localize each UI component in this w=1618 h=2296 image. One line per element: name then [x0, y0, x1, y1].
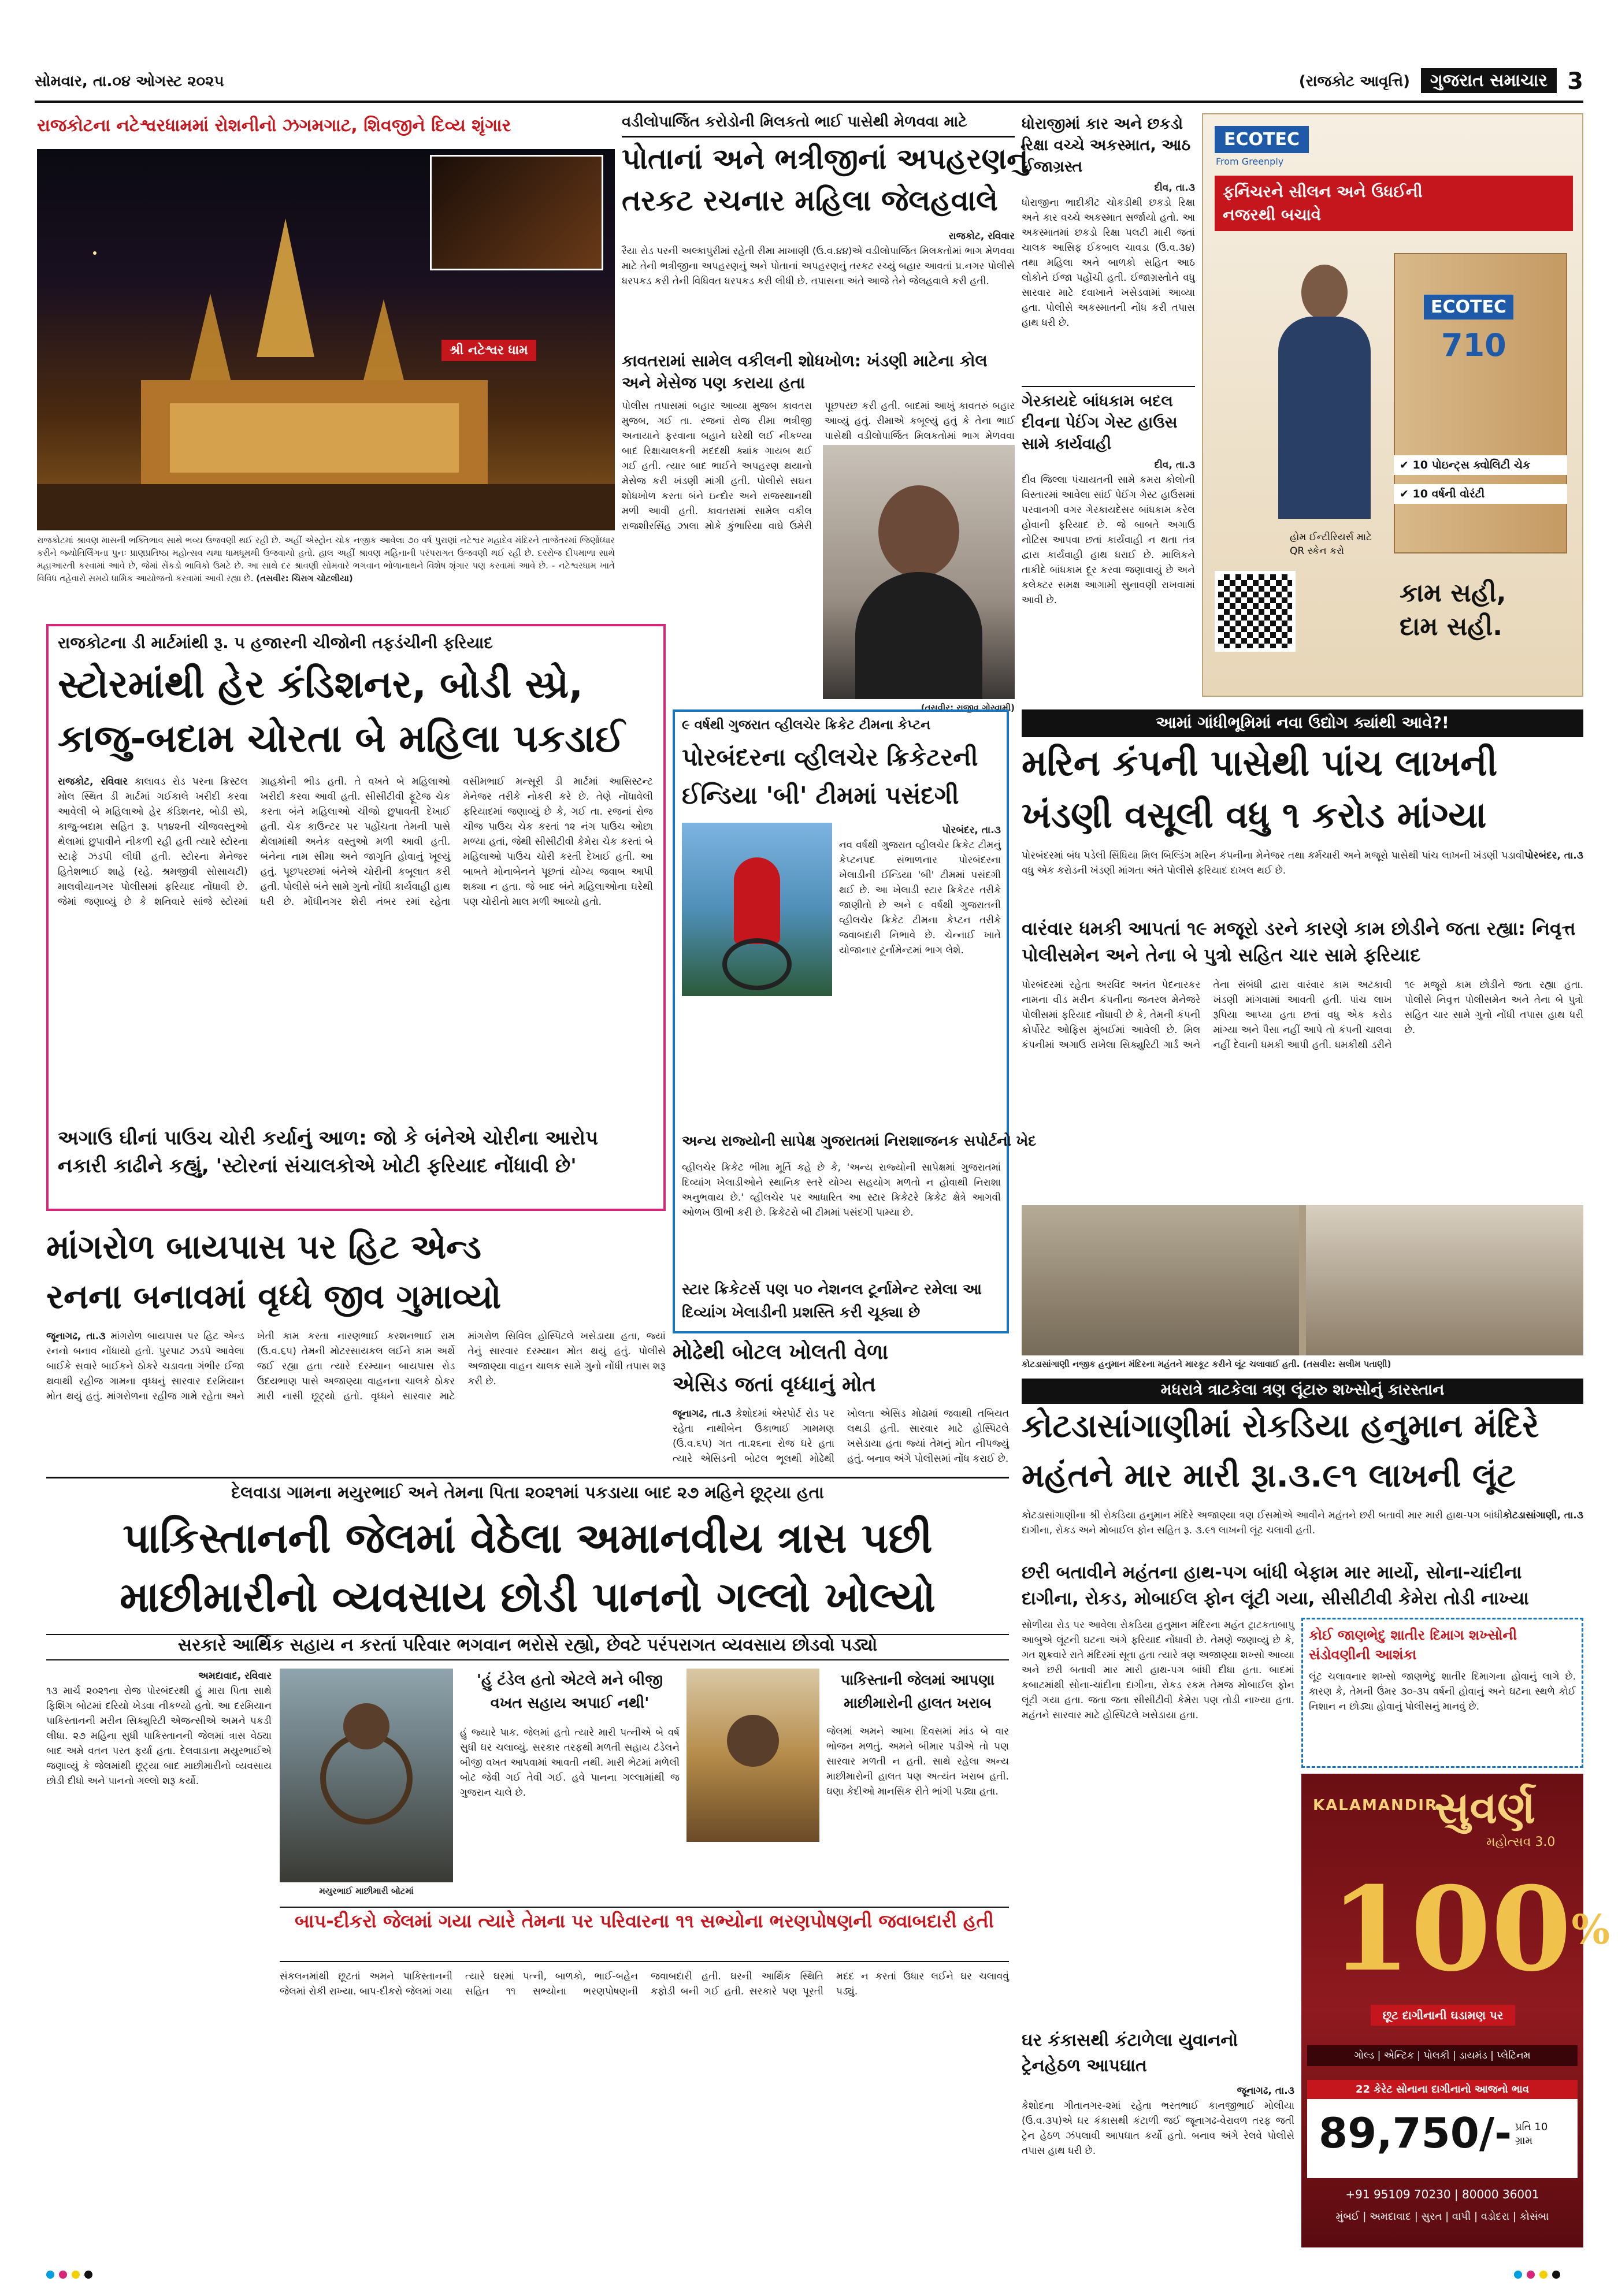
- shoplift-dateline: રાજકોટ, રવિવાર: [58, 776, 128, 787]
- cricket-body: નવ વર્ષથી ગુજરાત વ્હીલચેર ક્રિકેટ ટીમનું કેપ્ટનપદ સંભાળનાર પોરબંદરના ખેલાડીની ઈન્ડિયા 'બી' ટીમમાં પસંદગી થઈ છે. આ ખેલાડી સ્ટાર ક્રિકેટર તરીકે જાણીતો છે અને ૯ વર્ષથી ગુજરાતની વ્હીલચેર ક્રિકેટ ટીમના કેપ્ટન તરીકે જવાબદારી નિભાવે છે. ચેન્નાઈ ખાતે યોજાનાર ટૂર્નામેન્ટમાં ભાગ લેશે.: [839, 839, 1001, 956]
- marine-subhead: વારંવાર ધમકી આપતાં ૧૯ મજૂરો ડરને કારણે કામ છોડીને જતા રહ્યા: નિવૃત્ત પોલીસમેન અને તેના બે પુત્રો સહિત ચાર સામે ફરિયાદ: [1022, 917, 1576, 966]
- shopkeeper-figure: [727, 1715, 779, 1767]
- kidnap-subhead: કાવતરામાં સામેલ વકીલની શોધખોળ: ખંડણી માટેના કોલ અને મેસેજ પણ કરાયા હતા: [622, 351, 988, 392]
- robbery-photo-left: [1022, 1205, 1299, 1355]
- diu-dateline: દીવ, તા.૩: [1154, 459, 1195, 471]
- header-rule: [35, 101, 1583, 103]
- kidnap-headline-1: પોતાનાં અને ભત્રીજીનાં અપહરણનું: [622, 142, 1029, 176]
- diu-story: [1022, 458, 1195, 666]
- pakistan-body-2: સંકલનમાંથી છૂટતાં અમને પાકિસ્તાનની જેલમાં રોકી રાખ્યા. બાપ-દીકરો જેલમાં ગયા ત્યારે ઘરમાં પત્ની, બાળકો, ભાઈ-બહેન સહિત ૧૧ સભ્યોના ભરણપોષણની જવાબદારી હતી. ઘરની આર્થિક સ્થિતિ કફોડી બની ગઈ હતી. સરકારે પણ પૂરતી મદદ ન કરતાં ઉધાર લઈને ઘર ચલાવવું પડ્યું.: [280, 1971, 1009, 1997]
- dhoraji-body: ધોરાજીના ભાદીકીટ ચોકડીથી છકડો રિક્ષા અને કાર વચ્ચે અકસ્માત સર્જાયો હતો. આ અકસ્માતમાં છકડો રિક્ષા પલટી મારી જતાં ચાલક આસિફ ઈકબાલ ચાવડા (ઉ.વ.૩૪) તથા મહિલા અને બાળકો સહિત આઠ લોકોને ઈજા પહોંચી હતી. ઈજાગ્રસ્તોને વધુ સારવાર માટે દવાખાને ખસેડવામાં આવ્યા હતા. પોલીસે અકસ્માતની નોંધ કરી તપાસ હાથ ધરી છે.: [1022, 197, 1195, 329]
- marine-kicker: આમાં ગાંધીભૂમિમાં નવા ઉદ્યોગ ક્યાંથી આવે?!: [1022, 709, 1583, 737]
- ecotec-slogan-1: કામ સહી,: [1400, 578, 1506, 608]
- shoplift-headline-1: સ્ટોરમાંથી હેર કંડિશનર, બોડી સ્પ્રે,: [58, 662, 584, 707]
- mangrol-story: [46, 1329, 666, 1467]
- kotda-intro-text: કોટડાસાંગાણીના શ્રી રોકડિયા હનુમાન મંદિરે અજાણ્યા ત્રણ ઈસમોએ આવીને મહંતને છરી બતાવી માર મારી હાથ-પગ બાંધી દાગીના, રોકડ અને મોબાઈલ ફોન સહિત રૂ. ૩.૯૧ લાખની લૂંટ ચલાવી હતી.: [1022, 1510, 1503, 1536]
- ecotec-qr-label: હોમ ઈન્ટીરિયર્સ માટે QR સ્કેન કરો: [1290, 532, 1372, 557]
- temple-photo-credit: (તસવીર: ચિરાગ ચોટલીયા): [256, 573, 353, 584]
- kotda-box: [1301, 1618, 1583, 1768]
- cricket-headline-2: ઈન્ડિયા 'બી' ટીમમાં પસંદગી: [682, 781, 959, 809]
- mangrol-body: માંગરોળ બાયપાસ પર હિટ એન્ડ રનનો બનાવ નોંધાયો હતો. પુરપાટ ઝડપે આવેલા બાઈકે સવારે બાઈકને ઠોકરે ચડાવતા ગંભીર ઈજા થવાથી રહીજ ગામના વૃધ્ધનું સારવાર દરમિયાન મોત થયું હતું. માંગરોળના રહીજ ગામે રહેતા અને ખેતી કામ કરતા નારણભાઈ કરશનભાઈ રામ (ઉ.વ.૬૫) તેમની મોટરસાયકલ લઈને કામ અર્થે જઈ રહ્યા હતા ત્યારે દરમ્યાન બાયપાસ રોડ ઉદયભાણ પાસે અજાણ્યા વાહનના ચાલકે ઠોકર મારી નાસી છૂટ્યો હતો. વૃધ્ધને સારવાર માટે માંગરોળ સિવિલ હોસ્પિટલે ખસેડાયા હતા, જ્યાં તેનું સારવાર દરમ્યાન મોત થયું હતું. પોલીસે અજાણ્યા વાહન ચાલક સામે ગુનો નોંધી તપાસ શરૂ કરી છે.: [46, 1331, 666, 1402]
- cricket-body-2: વ્હીલચેર ક્રિકેટ ભીમા મૂર્તિ કહે છે કે, 'અન્ય રાજ્યોની સાપેક્ષમાં ગુજરાતમાં દિવ્યાંગ ખેલાડીઓને સ્થાનિક સ્તરે યોગ્ય સહયોગ મળતો ન હોવાથી નિરાશા અનુભવાય છે.' વ્હીલચેર પર આધારિત આ સ્ટાર ક્રિકેટરે ક્રિકેટ ક્ષેત્રે આગવી ઓળખ ઊભી કરી છે. ક્રિકેટરો બી ટીમમાં પસંદગી પામ્યા છે.: [682, 1162, 1001, 1218]
- cricket-subhead-2: સ્ટાર ક્રિકેટર્સ પણ ૫૦ નેશનલ ટૂર્નામેન્ટ રમેલા આ દિવ્યાંગ ખેલાડીની પ્રશસ્તિ કરી ચૂક્યા છે: [682, 1281, 982, 1321]
- pakistan-body: ૧૩ માર્ચ ૨૦૨૧ના રોજ પોરબંદરથી હું મારા પિતા સાથે ફિશિંગ બોટમાં દરિયો ખેડવા નીકળ્યો હતો. આ દરમિયાન પાકિસ્તાનની મરીન સિક્યુરિટી એજન્સીએ અમને પકડી લીધા. ૨૭ મહિના સુધી પાકિસ્તાનની જેલમાં ત્રાસ વેઠ્યા બાદ અમે વતન પરત ફર્યા હતા. દેલવાડાના મયુરભાઈએ જણાવ્યું કે જેલમાંથી છૂટ્યા બાદ માછીમારીનો વ્યવસાય છોડી દીધો અને પાનનો ગલ્લો શરૂ કર્યો.: [46, 1685, 272, 1787]
- ecotec-qr-code[interactable]: [1215, 571, 1296, 652]
- jail-head: પાકિસ્તાની જેલમાં આપણા માછીમારોની હાલત ખરાબ: [840, 1671, 995, 1711]
- fisherman-photo: [280, 1669, 453, 1882]
- kotda-intro: [1022, 1508, 1583, 1555]
- bottle-headline-2: એસિડ જતાં વૃધ્ધાનું મોત: [673, 1373, 876, 1396]
- mangrol-headline-1: માંગરોળ બાયપાસ પર હિટ એન્ડ: [46, 1227, 481, 1266]
- marine-photo-caption: કોટડાસાંગાણી નજીક હનુમાન મંદિરના મહંતને મારકૂટ કરીને લૂંટ ચલાવાઈ હતી. (તસવીર: સલીમ પતાણી): [1022, 1359, 1391, 1369]
- registration-marks-left: [46, 2271, 92, 2279]
- kotda-footer-dateline: જૂનાગઢ, તા.૩: [1237, 2085, 1294, 2097]
- marine-headline-2: ખંડણી વસૂલી વધુ ૧ કરોડ માંગ્યા: [1022, 794, 1487, 836]
- ecotec-board-brand: ECOTEC: [1424, 295, 1513, 319]
- pakistan-quote-body: હું જ્યારે પાક. જેલમાં હતો ત્યારે મારી પત્નીએ બે વર્ષ સુધી ઘર ચલાવ્યું. સરકાર તરફથી મળતી સહાય ટંડેલને બીજી વખત આપવામાં આવતી નથી. મારી ભેટમાં મળેલી બોટ જેવી ગઈ તેવી ગઈ. હવે પાનના ગલ્લામાંથી જ ગુજરાન ચાલે છે.: [460, 1727, 680, 1799]
- woman-body: [855, 572, 982, 699]
- pakistan-dateline: અમદાવાદ, રવિવાર: [198, 1670, 272, 1682]
- marine-body: પોરબંદરમાં રહેતા અરવિંદ અનંત પેદનારકર નામના વીડ મરીન કંપનીના જનરલ મેનેજરે પોલીસમાં ફરિયાદ નોંધાવી છે કે, તેમની કંપની કોર્પોરેટ ઓફિસ મુંબઈમાં આવેલી છે. મિલ કંપનીમાં અગાઉ રાખેલા સિક્યુરિટી ગાર્ડ અને તેના સંબંધી દ્વારા વારંવાર કામ અટકાવી ખંડણી માંગવામાં આવતી હતી. પાંચ લાખ રૂપિયા આપ્યા હતા છતાં વધુ એક કરોડ માંગ્યા અને પૈસા નહીં આપે તો કંપની ચાલવા નહીં દેવાની ધમકી આપી હતી. ધમકીથી ડરીને ૧૯ મજૂરો કામ છોડીને જતા રહ્યા હતા. પોલીસે નિવૃત્ત પોલીસમેન અને તેના બે પુત્રો સહિત ચાર સામે ગુનો નોંધી તપાસ હાથ ધરી છે.: [1022, 979, 1583, 1051]
- kotda-footer-story: [1022, 2083, 1294, 2251]
- pan-shop-photo: [686, 1669, 819, 1842]
- bottle-body: કેશોદમાં એરપોર્ટ રોડ પર રહેતા નાથીબેન ઉકાભાઈ ગામમણ (ઉ.વ.૬૫) ગત તા.૨૬ના રોજ ઘરે હતા ત્યારે એસિડની બોટલ ભૂલથી મોઢેથી ખોલતા એસિડ મોઢામાં જવાથી તબિયત લથડી હતી. સારવાર માટે હોસ્પિટલે ખસેડાયા હતા જ્યાં તેમનું મોત નીપજ્યું હતું. બનાવ અંગે પોલીસમાં નોંધ કરાઈ છે.: [673, 1408, 1009, 1465]
- temple-caption: [37, 534, 615, 601]
- shoplift-subhead: અગાઉ ઘીનાં પાઉચ ચોરી કર્યાનું આળ: જો કે બંનેએ ચોરીના આરોપ નકારી કાઢીને કહ્યું, 'સ્ટોરનાં સંચાલકોએ ખોટી ફરિયાદ નોંધાવી છે': [58, 1127, 599, 1177]
- kalamandir-categories: ગોલ્ડ | એન્ટિક | પોલકી | ડાયમંડ | પ્લેટિનમ: [1307, 2045, 1578, 2066]
- masthead: [35, 68, 1583, 98]
- shoplift-story: [58, 774, 653, 1116]
- wheelchair: [722, 938, 792, 990]
- player-figure: [734, 857, 780, 944]
- pakistan-kicker: દેલવાડા ગામના મયુરભાઈ અને તેમના પિતા ૨૦૨૧માં પકડાયા બાદ ૨૭ મહિને છૂટ્યા હતા: [231, 1483, 824, 1502]
- mangrol-headline-2: રનના બનાવમાં વૃધ્ધે જીવ ગુમાવ્યો: [46, 1277, 502, 1316]
- cricket-subhead: અન્ય રાજ્યોની સાપેક્ષ ગુજરાતમાં નિરાશાજનક સપોર્ટનો ખેદ: [682, 1132, 1037, 1149]
- pakistan-story: [46, 1669, 272, 2246]
- marine-headline-1: મરિન કંપની પાસેથી પાંચ લાખની: [1022, 742, 1498, 784]
- kidnap-woman-photo: [823, 445, 1015, 699]
- shoplift-kicker: રાજકોટના ડી માર્ટમાંથી રૂ. ૫ હજારની ચીજોની તફડંચીની ફરિયાદ: [58, 633, 493, 652]
- model-head: [1301, 265, 1348, 320]
- ecotec-ad: [1202, 113, 1583, 697]
- kalamandir-phone[interactable]: +91 95109 70230 | 80000 36001: [1345, 2187, 1539, 2201]
- cricket-story: [839, 823, 1001, 1135]
- fisherman-figure: [343, 1703, 389, 1749]
- ecotec-tagline: [1215, 176, 1573, 231]
- registration-marks-right: [1514, 2271, 1560, 2279]
- kalamandir-ad: [1301, 1774, 1610, 2247]
- marine-intro: [1022, 848, 1583, 912]
- dhoraji-rule: [1022, 386, 1195, 387]
- mangrol-dateline: જૂનાગઢ, તા.૩: [46, 1331, 106, 1342]
- fisherman-photo-caption: મયુરભાઈ માછીમારી બોટમાં: [319, 1886, 414, 1896]
- kidnap-body: પોલીસ તપાસમાં બહાર આવ્યા મુજબ કાવતરા મુજબ, ગઈ તા. રજનાં રોજ રીમા ભત્રીજી અનાયાને ફરવાના બહાને ઘરેથી લઈ નીકળ્યા બાદ રિક્ષાચાલકની મદદથી ક્યાંક ગાયબ થઈ ગઈ હતી. ત્યાર બાદ ભાઈને અપહરણ થયાનો મેસેજ કરી ખંડણી માંગી હતી. પોલીસે સઘન શોધખોળ કરતા બંને ઇન્દોર અને રાજસ્થાનથી મળી આવી હતી. કાવતરામાં સામેલ વકીલ રાજશીરસિંહ ઝાલા મોકે કુંભારિયા વાઘે ઉમેરી પૂછપરછ કરી હતી. બાદમાં આખું કાવતરું બહાર આવ્યું હતું. રીમાએ કબૂલ્યું હતું કે તેના ભાઈ પાસેથી વડીલોપાર્જિત મિલકતોમાં ભાગ મેળવવા: [622, 400, 1015, 532]
- kalamandir-rate-value: 89,750/-: [1319, 2109, 1512, 2157]
- ecotec-tagline-2: નજરથી બચાવે: [1223, 205, 1322, 224]
- kotda-dateline: કોટડાસાંગાણી, તા.૩: [1502, 1510, 1583, 1521]
- shoplift-body: કાલાવડ રોડ પરના ક્રિસ્ટલ મોલ સ્થિત ડી માર્ટમાં ગઈકાલે ખરીદી કરવા આવેલી બે મહિલાઓ હેર કંડિશનર, બોડી સ્પ્રે, કાજુ-બદામ સહિત રૂ. ૫૧૪૨ની ચીજવસ્તુઓ થેલામાં છુપાવીને નીકળી રહી હતી ત્યારે સ્ટોરના સ્ટાફે ઝડપી લીધી હતી. સ્ટોરના મેનેજર હિતેશભાઈ શાહે (રહે. શ્રમજીવી સોસાયટી) માલવીયાનગર પોલીસમાં ફરિયાદ નોંધાવી છે. જેમાં જણાવ્યું છે કે શનિવારે સાંજે સ્ટોરમાં ગ્રાહકોની ભીડ હતી. તે વખતે બે મહિલાઓ ખરીદી કરવા આવી હતી. સીસીટીવી ફૂટેજ ચેક કરતા બંને મહિલાઓ ચીજો છુપાવતી દેખાઈ હતી. ચેક કાઉન્ટર પર પહોંચતા તેમની પાસે થેલામાંથી અનેક વસ્તુઓ મળી આવી હતી. બંનેના નામ સીમા અને જાગૃતિ હોવાનું ખૂલ્યું હતું. પૂછપરછમાં બંનેએ ચોરીની કબૂલાત કરી હતી. પોલીસે બંને સામે ગુનો નોંધી કાર્યવાહી હાથ ધરી છે. મોંઘીનગર શેરી નંબર રમાં રહેતા વસીમભાઈ મન્સૂરી ડી માર્ટમાં આસિસ્ટન્ટ મેનેજર તરીકે નોકરી કરે છે. તેણે નોંધાવેલી ફરિયાદમાં જણાવ્યું છે કે, ગઈ તા. રજનાં રોજ ચીજ પાઉચ ચેક કરતાં ૧૨ નંગ પાઉચ ઓછા મળ્યા હતાં, જેથી સીસીટીવી કેમેરા ચેક કરતાં બે મહિલાઓ પાઉચ ચોરી કરતી દેખાઈ હતી. આ બાબતે મોનાબેનને પૂછતાં યોગ્ય જવાબ આપી શક્યા ન હતા. જે બાદ બંને મહિલાઓના ઘરેથી પણ ચોરીનો માલ મળી આવ્યો હતો.: [58, 776, 653, 908]
- kalamandir-cities: મુંબઈ | અમદાવાદ | સુરત | વાપી | વડોદરા | કોસંબા: [1335, 2210, 1549, 2223]
- diu-body: દીવ જિલ્લા પંચાયતની સામે કમરા કોલોની વિસ્તારમાં આવેલા સાંઈ પેઈંગ ગેસ્ટ હાઉસમાં પરવાનગી વગર ગેરકાયદેસર બાંધકામ કરેલ હોવાની ફરિયાદ છે. જે બાબતે અગાઉ નોટિસ આપવા છતાં કાર્યવાહી ન થતા તંત્ર દ્વારા કાર્યવાહી હાથ ધરાઈ છે. માલિકને તાકીદે બાંધકામ દૂર કરવા જણાવાયું છે અને કલેક્ટર સમક્ષ આગામી સુનાવણી રાખવામાં આવી છે.: [1022, 474, 1195, 606]
- kalamandir-rate-label: 22 કેરેટ સોનાના દાગીનાનો આજનો ભાવ: [1307, 2080, 1578, 2099]
- kidnap-intro-text: રૈયા રોડ પરની અલ્કાપુરીમાં રહેતી રીમા માખાણી (ઉ.વ.૪૪)એ વડીલોપાર્જિત મિલકતોમાં ભાગ મેળવવા માટે તેની ભત્રીજીના અપહરણનું અને પોતાનાં અપહરણનું તરકટ રચ્યું બહાર આવતાં પ્ર.નગર પોલીસે ધરપકડ કરી તેની વિધિવત ધરપકડ કરી લીધી છે. તપાસના અંતે આજે તેને જેલહવાલે કરી હતી.: [622, 246, 1015, 287]
- ecotec-logo: ECOTEC: [1215, 126, 1309, 153]
- diu-headline: ગેરકાયદે બાંધકામ બદલ દીવના પેઈંગ ગેસ્ટ હાઉસ સામે કાર્યવાહી: [1022, 392, 1178, 453]
- kalamandir-offer-desc: છૂટ દાગીનાની ઘડામણ પર: [1371, 2005, 1515, 2026]
- issue-date: સોમવાર, તા.૦૪ ઓગસ્ટ ૨૦૨૫: [35, 73, 224, 90]
- jail-body: જેલમાં અમને આખા દિવસમાં માંડ બે વાર ભોજન મળતું. અમને બીમાર પડીએ તો પણ સારવાર મળતી ન હતી. સાથે રહેલા અન્ય માછીમારોની હાલત પણ અત્યંત ખરાબ હતી. ઘણા કેદીઓ માનસિક રીતે ભાંગી પડ્યા હતા.: [826, 1726, 1009, 1797]
- marine-intro-text: પોરબંદરમાં બંધ પડેલી સિંધિયા મિલ બિલ્ડિંગ મરિન કંપનીના મેનેજર તથા કર્મચારી અને મજૂરો પાસેથી પાંચ લાખની ખંડણી પડાવી વધુ એક કરોડની ખંડણી માંગતા અંતે પોલીસે ફરિયાદ દાખલ થઈ છે.: [1022, 850, 1525, 876]
- kalamandir-offer-num: 100: [1330, 1862, 1572, 1997]
- woman-silhouette: [878, 485, 959, 578]
- kotda-headline-1: કોટડાસાંગાણીમાં રોકડિયા હનુમાન મંદિરે: [1022, 1407, 1539, 1445]
- kotda-footer-headline: ઘર કંકાસથી કંટાળેલા યુવાનનો ટ્રેનહેઠળ આપઘાત: [1022, 2030, 1238, 2076]
- kalamandir-brand: KALAMANDIR: [1313, 1797, 1438, 1814]
- cricket-player-photo: [682, 823, 832, 996]
- paper-name: ગુજરાત સમાચાર: [1421, 68, 1557, 93]
- page-number: 3: [1567, 68, 1583, 95]
- ecotec-slogan: [1400, 577, 1567, 644]
- pakistan-kicker-2: બાપ-દીકરો જેલમાં ગયા ત્યારે તેમના પર પરિવારના ૧૧ સભ્યોના ભરણપોષણની જવાબદારી હતી: [280, 1907, 1009, 1962]
- kidnap-photo-caption: (તસવીર: રાજીવ ગોસ્વામી): [921, 703, 1015, 713]
- temple-robbery-photo: [1022, 1205, 1583, 1355]
- temple-photo: [37, 149, 615, 530]
- edition-label: (રાજકોટ આવૃત્તિ): [1298, 73, 1410, 90]
- pakistan-top-rule: [46, 1477, 1009, 1478]
- kotda-box-body: લૂંટ ચલાવનાર શખ્સો જાણભેદુ શાતીર દિમાગના હોવાનું લાગે છે. કારણ કે, તેમની ઉંમર ૩૦-૩૫ વર્ષની હોવાનું અને ઘટના સ્થળે કોઈ નિશાન ન છોડ્યા હોવાનું પોલીસનું માનવું છે.: [1309, 1671, 1576, 1712]
- kalamandir-offer: [1330, 1862, 1610, 1997]
- bottle-story: [673, 1406, 1009, 1470]
- ecotec-slogan-2: દામ સહી.: [1400, 612, 1502, 641]
- marine-dateline: પોરબંદર, તા.૩: [1524, 850, 1583, 861]
- kalamandir-subtitle: મહોત્સવ 3.0: [1486, 1835, 1556, 1849]
- temple-caption-text: રાજકોટમાં શ્રાવણ માસની ભક્તિભાવ સાથે ભવ્ય ઉજવણી થઈ રહી છે. અહીં એસ્ટ્રોન ચોક નજીક આવેલા ૭૦ વર્ષ પુરાણાં નટેશ્વર મહાદેવ મંદિરને તાજેતરમાં જિર્ણોધ્ધાર કરીને જ્યોતિર્લિંગના પુનઃ પ્રાણપ્રતિષ્ઠા મહોત્સવ યથા ધામધૂમથી ઉજવાયો હતો. હાલ અહીં શ્રાવણ મહિનાની પરંપરાગત ઉજવણી થઈ રહી છે. દરરોજ દીપમાળા સાથે મહાઆરતી કરવામાં આવે છે, જેમાં સેંકડો ભાવિકો ઉમટે છે. આ સાથે દર શ્રાવણી સોમવારે ભગવાન ભોળાનાથને વિશેષ શૃંગાર પણ કરવામાં આવે છે. - નટેશ્વરધામ ખાતે વિવિધ તહેવારો સમયે ધાર્મિક આયોજનો કરવામાં આવી રહ્યા છે.: [37, 535, 615, 584]
- kalamandir-rate-panel: [1307, 2080, 1578, 2178]
- shoplift-headline-2: કાજુ-બદામ ચોરતા બે મહિલા પકડાઈ: [58, 716, 625, 761]
- ecotec-product-code: 710: [1441, 327, 1506, 363]
- ecotec-from: From Greenply: [1216, 156, 1284, 167]
- kidnap-kicker: વડીલોપાર્જિત કરોડોની મિલકતો ભાઈ પાસેથી મેળવવા માટે: [622, 113, 1015, 138]
- ecotec-model-photo: [1267, 265, 1382, 519]
- robbery-photo-right: [1306, 1205, 1583, 1355]
- pakistan-headline-2: માછીમારીનો વ્યવસાય છોડી પાનનો ગલ્લો ખોલ્યો: [120, 1573, 936, 1621]
- dhoraji-story: [1022, 180, 1195, 382]
- ecotec-tagline-1: ફર્નિચરને સીલન અને ઉધઈની: [1223, 182, 1423, 201]
- temple-inset-photo: [430, 155, 603, 270]
- kidnap-headline-2: તરકટ રચનાર મહિલા જેલહવાલે: [622, 184, 998, 217]
- ecotec-badge-1: ✔ 10 પોઇન્ટ્સ ક્વોલિટી ચેક: [1394, 455, 1567, 475]
- pakistan-quote-head: 'હું ટંડેલ હતો એટલે મને બીજી વખત સહાય અપાઈ નથી': [476, 1671, 663, 1712]
- kidnap-intro: [622, 229, 1015, 349]
- kidnap-dateline: રાજકોટ, રવિવાર: [948, 231, 1015, 242]
- cricket-headline-1: પોરબંદરના વ્હીલચેર ક્રિકેટરની: [682, 743, 978, 771]
- dhoraji-dateline: દીવ, તા.૩: [1154, 182, 1195, 194]
- ecotec-board: [1394, 253, 1567, 553]
- kalamandir-rate-unit: પ્રતિ 10 ગ્રામ: [1515, 2121, 1548, 2147]
- temple-sign: શ્રી નટેશ્વર ધામ: [441, 340, 536, 361]
- model-body: [1278, 317, 1371, 519]
- temple-headline: રાજકોટના નટેશ્વરધામમાં રોશનીનો ઝગમગાટ, શિવજીને દિવ્ય શૃંગાર: [37, 116, 511, 136]
- bottle-headline-1: મોઢેથી બોટલ ખોલતી વેળા: [673, 1340, 889, 1364]
- kotda-subhead: છરી બતાવીને મહંતના હાથ-પગ બાંધી બેફામ માર માર્યો, સોના-ચાંદીના દાગીના, રોકડ, મોબાઈલ ફોન લૂંટી ગયા, સીસીટીવી કેમેરા તોડી નાખ્યા: [1022, 1562, 1529, 1609]
- kotda-kicker: મધરાત્રે ત્રાટકેલા ત્રણ લૂંટારુ શખ્સોનું કારસ્તાન: [1022, 1379, 1583, 1404]
- kalamandir-offer-pct: %: [1571, 1905, 1610, 1953]
- bottle-dateline: જૂનાગઢ, તા.૩: [673, 1408, 732, 1420]
- kotda-footer-body: કેશોદના ગીતાનગર-૨માં રહેતા ભરતભાઈ કાનજીભાઈ મોલીયા (ઉ.વ.૩૫)એ ઘર કંકાસથી કંટાળી જઈ જૂનાગઢ-વેરાવળ તરફ જતી ટ્રેન હેઠળ ઝંપલાવી આપઘાત કર્યો હતો. બનાવ અંગે રેલવે પોલીસે તપાસ હાથ ધરી છે.: [1022, 2100, 1294, 2157]
- kotda-body: સોળીયા રોડ પર આવેલા રોકડિયા હનુમાન મંદિરના મહંત ટ્રાટકતાબાપુ આબુએ લૂંટની ઘટના અંગે ફરિયાદ નોંધાવી છે. તેમણે જણાવ્યું છે કે, ગત શુક્રવારે રાતે મંદિરમાં સૂતા હતા ત્યારે ત્રણ અજાણ્યા શખ્સો આવ્યા અને છરી બતાવી માર મારી હાથ-પગ બાંધી દીધા હતા. બાદમાં કબાટમાંથી સોના-ચાંદીના દાગીના, રોકડ રકમ તેમજ મોબાઈલ ફોન લૂંટી ગયા હતા. જતા જતા સીસીટીવી કેમેરા પણ તોડી નાખ્યા હતા. મહંતને સારવાર માટે હોસ્પિટલે ખસેડાયા હતા.: [1022, 1619, 1294, 1721]
- pakistan-headline-1: પાકિસ્તાનની જેલમાં વેઠેલા અમાનવીય ત્રાસ પછી: [123, 1514, 933, 1562]
- kotda-box-head: કોઈ જાણભેદુ શાતીર દિમાગ શખ્સોની સંડોવણીની આશંકા: [1309, 1627, 1517, 1663]
- pakistan-subhead: સરકારે આર્થિક સહાય ન કરતાં પરિવાર ભગવાન ભરોસે રહ્યો, છેવટે પરંપરાગત વ્યવસાય છોડવો પડ્યો: [46, 1634, 1009, 1660]
- kalamandir-title: સુવર્ણ: [1434, 1782, 1536, 1833]
- cricket-kicker: ૯ વર્ષથી ગુજરાત વ્હીલચેર ક્રિકેટ ટીમના કેપ્ટન: [682, 718, 931, 733]
- dhoraji-headline: ધોરાજીમાં કાર અને છકડો રિક્ષા વચ્ચે અકસ્માત, આઠ ઈજાગ્રસ્ત: [1022, 115, 1191, 176]
- cricket-dateline: પોરબંદર, તા.૩: [942, 824, 1001, 836]
- ecotec-badge-2: ✔ 10 વર્ષની વોરંટી: [1394, 484, 1567, 504]
- kotda-headline-2: મહંતને માર મારી રૂા.૩.૯૧ લાખની લૂંટ: [1022, 1457, 1516, 1495]
